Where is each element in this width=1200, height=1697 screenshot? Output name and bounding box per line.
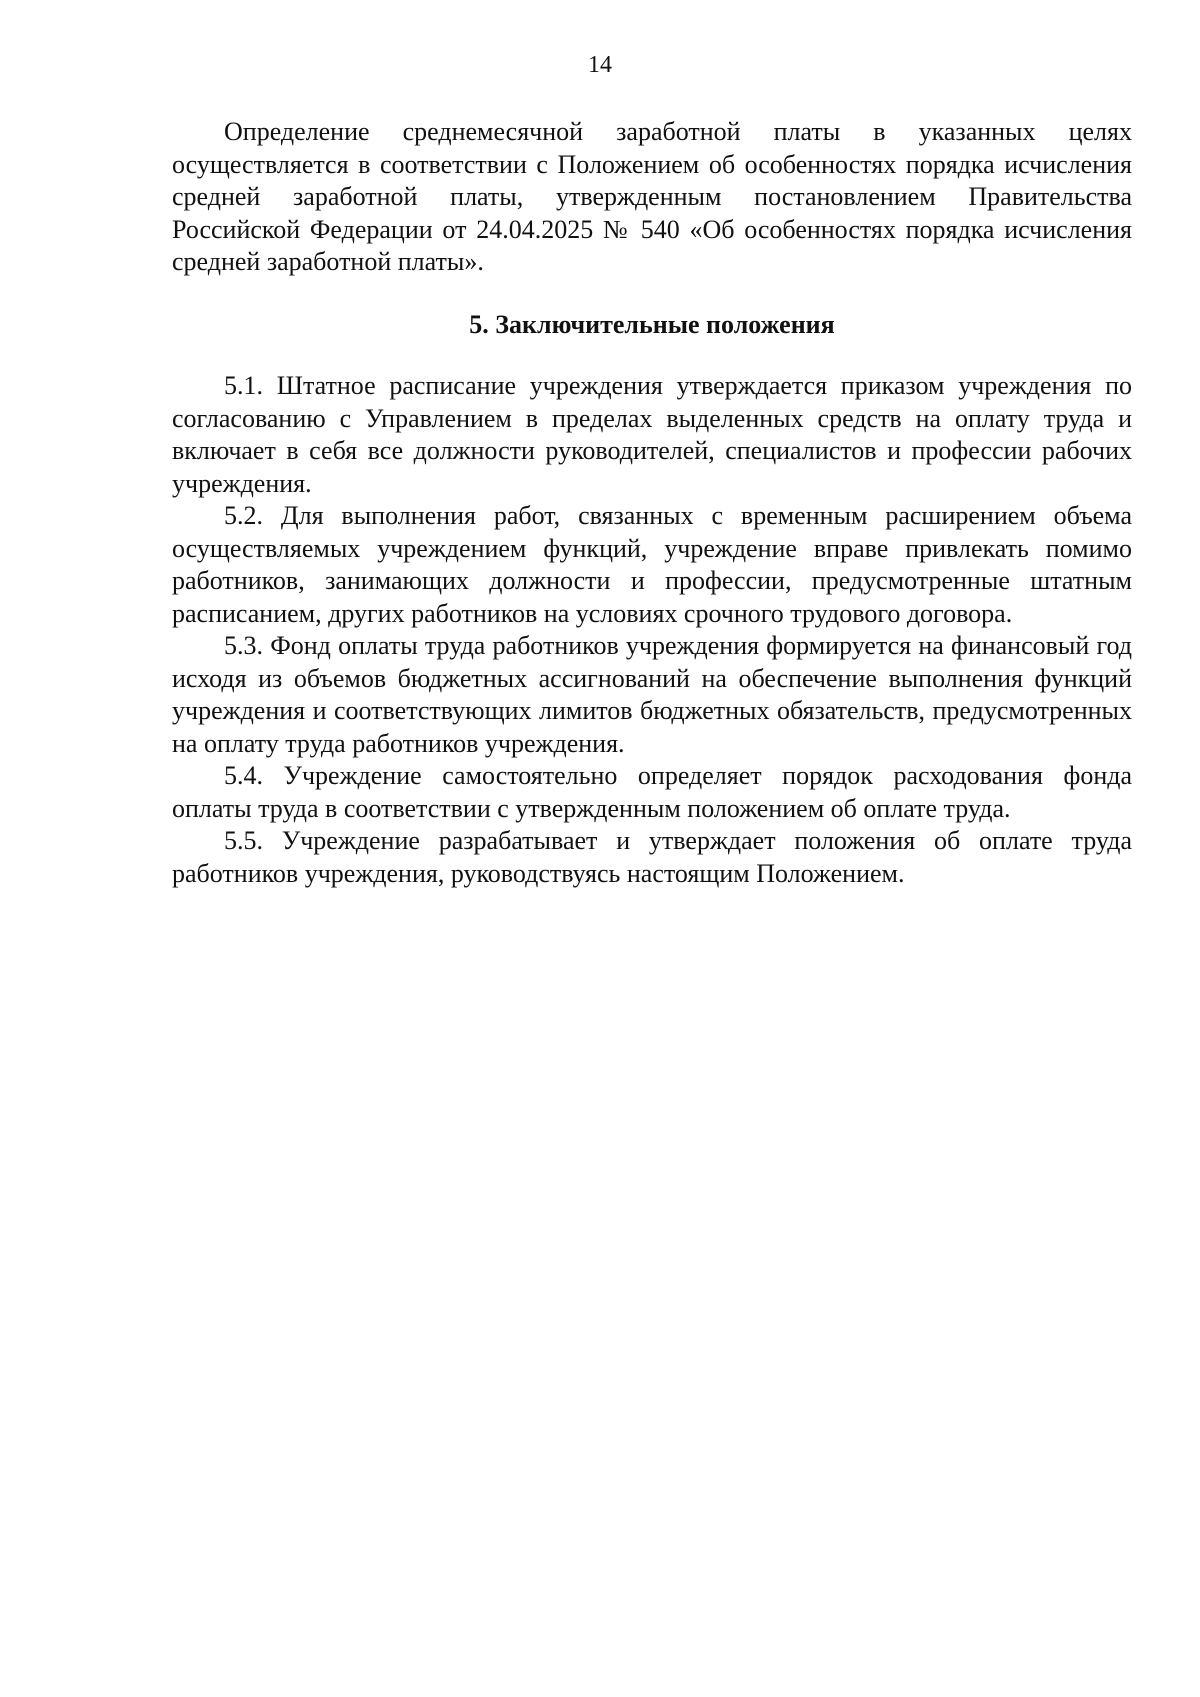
paragraph-5-4: 5.4. Учреждение самостоятельно определяет порядок расходования фонда оплаты труда в соответствии с утвержденным положением об оплате труда. [172, 761, 1132, 823]
paragraph-5-3: 5.3. Фонд оплаты труда работников учреждения формируется на финансовый год исходя из объемов бюджетных ассигнований на обеспечение выполнения функций учреждения и соответствующих лимитов бюджетных обязательств, предусмотренных на оплату труда работников учреждения. [172, 631, 1132, 758]
page-number: 14 [588, 52, 612, 78]
document-body [172, 116, 1132, 890]
section-heading: 5. Заключительные положения [469, 309, 835, 339]
paragraph-5-1: 5.1. Штатное расписание учреждения утверждается приказом учреждения по согласованию с Управлением в пределах выделенных средств на оплату труда и включает в себя все должности руководителей, специалистов и профессии рабочих учреждения. [172, 371, 1132, 498]
paragraph-5-5: 5.5. Учреждение разрабатывает и утверждает положения об оплате труда работников учреждения, руководствуясь настоящим Положением. [172, 826, 1132, 888]
paragraph-5-2: 5.2. Для выполнения работ, связанных с временным расширением объема осуществляемых учреждением функций, учреждение вправе привлекать помимо работников, занимающих должности и профессии, предусмотренные штатным расписанием, других работников на условиях срочного трудового договора. [172, 501, 1132, 628]
intro-paragraph: Определение среднемесячной заработной платы в указанных целях осуществляется в соответствии с Положением об особенностях порядка исчисления средней заработной платы, утвержденным постановлением Правительства Российской Федерации от 24.04.2025 № 540 «Об особенностях порядка исчисления средней заработной платы». [172, 117, 1132, 276]
